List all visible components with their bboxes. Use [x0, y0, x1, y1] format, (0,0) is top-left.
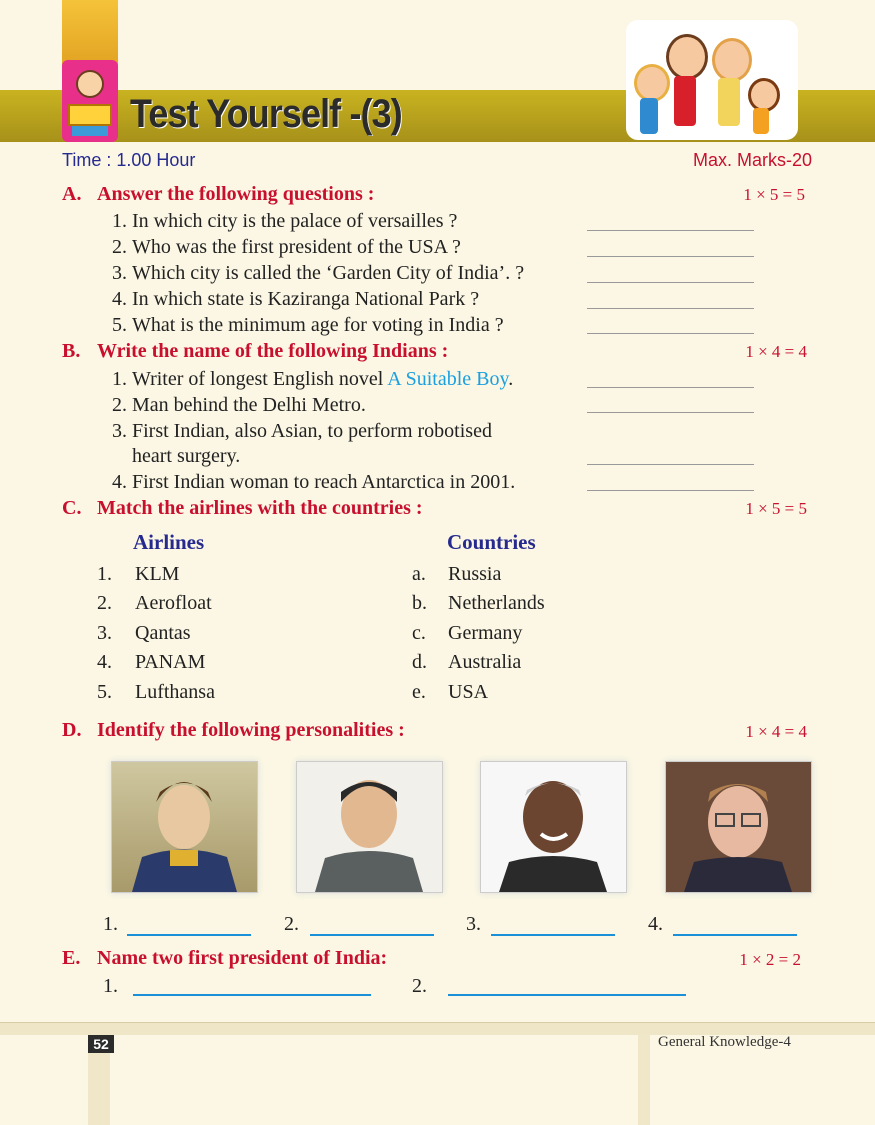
country-item: d. Australia: [412, 651, 522, 673]
personality-photo: [480, 761, 627, 893]
reading-girl-icon: [62, 60, 118, 142]
question-row: 3. Which city is called the ‘Garden City of India’. ?: [112, 262, 525, 284]
airline-item: 3. Qantas: [97, 622, 191, 644]
question-row: 2. Who was the first president of the USA ?: [112, 236, 461, 258]
answer-line[interactable]: [587, 230, 754, 231]
question-row: 4. First Indian woman to reach Antarctica in 2001.: [112, 471, 516, 493]
max-marks-label: Max. Marks-20: [692, 150, 812, 170]
blank-label: 2.: [284, 913, 299, 935]
book-name: General Knowledge-4: [658, 1034, 791, 1050]
question-row: 5. What is the minimum age for voting in India ?: [112, 314, 504, 336]
page-title: Test Yourself -(3): [130, 92, 402, 136]
personality-photo: [296, 761, 443, 893]
blank-label: 1.: [103, 975, 118, 997]
personality-photo: [111, 761, 258, 893]
section-d-marks: 1 × 4 = 4: [745, 722, 807, 741]
book-title-link: A Suitable Boy: [387, 368, 509, 390]
answer-line[interactable]: [587, 282, 754, 283]
countries-column-header: Countries: [447, 530, 536, 554]
answer-line[interactable]: [673, 934, 797, 936]
blank-label: 1.: [103, 913, 118, 935]
question-row: 1. Writer of longest English novel A Suitable Boy.: [112, 368, 514, 390]
airline-item: 4. PANAM: [97, 651, 206, 673]
answer-line[interactable]: [587, 308, 754, 309]
answer-line[interactable]: [127, 934, 251, 936]
time-label: Time : 1.00 Hour: [62, 150, 196, 170]
question-row-continued: heart surgery.: [132, 445, 241, 467]
page-number: 52: [88, 1035, 114, 1053]
question-row: 1. In which city is the palace of versailles ?: [112, 210, 458, 232]
blank-label: 2.: [412, 975, 427, 997]
blank-label: 4.: [648, 913, 663, 935]
blank-label: 3.: [466, 913, 481, 935]
answer-line[interactable]: [587, 256, 754, 257]
answer-line[interactable]: [133, 994, 371, 996]
country-item: c. Germany: [412, 622, 523, 644]
answer-line[interactable]: [587, 490, 754, 491]
answer-line[interactable]: [587, 464, 754, 465]
footer-right-strip: [638, 1034, 650, 1125]
personality-photo: [665, 761, 812, 893]
country-item: a. Russia: [412, 563, 502, 585]
section-e-marks: 1 × 2 = 2: [739, 950, 801, 969]
airline-item: 1. KLM: [97, 563, 180, 585]
question-row: 4. In which state is Kaziranga National Park ?: [112, 288, 480, 310]
kids-illustration: [626, 20, 798, 140]
airline-item: 2. Aerofloat: [97, 592, 212, 614]
airlines-column-header: Airlines: [133, 530, 205, 554]
country-item: e. USA: [412, 681, 489, 703]
section-a-marks: 1 × 5 = 5: [743, 185, 805, 204]
answer-line[interactable]: [310, 934, 434, 936]
answer-line[interactable]: [587, 387, 754, 388]
question-row: 2. Man behind the Delhi Metro.: [112, 394, 366, 416]
answer-line[interactable]: [448, 994, 686, 996]
answer-line[interactable]: [491, 934, 615, 936]
question-row: 3. First Indian, also Asian, to perform robotised: [112, 420, 492, 442]
airline-item: 5. Lufthansa: [97, 681, 215, 703]
section-b-marks: 1 × 4 = 4: [745, 342, 807, 361]
answer-line[interactable]: [587, 412, 754, 413]
answer-line[interactable]: [587, 333, 754, 334]
country-item: b. Netherlands: [412, 592, 545, 614]
section-c-marks: 1 × 5 = 5: [745, 499, 807, 518]
